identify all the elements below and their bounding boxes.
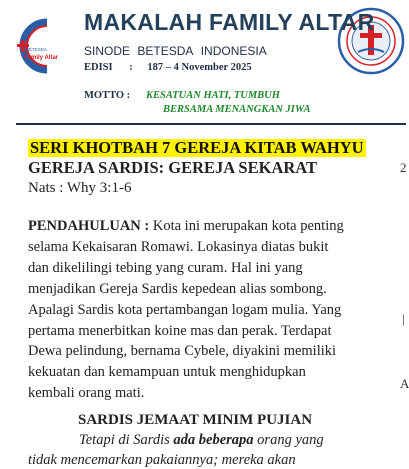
intro-line-1 xyxy=(28,216,374,237)
edition-line xyxy=(84,62,252,73)
intro-label: PENDAHULUAN : xyxy=(28,218,150,234)
synod-word: SINODE xyxy=(84,44,131,58)
edition-separator: : xyxy=(129,62,133,73)
synod-word: BETESDA xyxy=(137,44,194,58)
section-heading: SARDIS JEMAAT MINIM PUJIAN xyxy=(78,412,313,428)
motto-line-1: KESATUAN HATI, TUMBUH xyxy=(146,90,280,101)
para-emphasis: ada beberapa xyxy=(173,432,254,448)
family-altar-logo-icon xyxy=(7,14,59,78)
introduction-paragraph xyxy=(28,216,374,404)
intro-line: menjadikan Gereja Sardis kepedean alias sombong. xyxy=(28,280,327,297)
scripture-reference: Nats : Why 3:1-6 xyxy=(28,180,132,196)
body-paragraph-line xyxy=(79,432,324,449)
intro-line: pertama menerbitkan koine mas dan perak. Terdapat xyxy=(28,322,332,339)
intro-line: Apalagi Sardis kota pertambangan logam mulia. Yang xyxy=(28,301,342,318)
motto-line-2: BERSAMA MENANGKAN JIWA xyxy=(163,104,311,115)
edition-label: EDISI xyxy=(84,62,113,73)
logo-text-family-altar: Family Altar xyxy=(24,55,59,61)
series-title: SERI KHOTBAH 7 GEREJA KITAB WAHYU xyxy=(30,138,364,157)
para-text: orang yang xyxy=(253,432,324,448)
synod-word: INDONESIA xyxy=(200,44,267,58)
intro-text: Kota ini merupakan kota penting xyxy=(149,218,344,234)
sermon-title: GEREJA SARDIS: GEREJA SEKARAT xyxy=(28,158,317,177)
body-paragraph-line: tidak mencemarkan pakaiannya; mereka akan xyxy=(28,452,296,468)
intro-line: dan dikelilingi tebing yang curam. Hal ini yang xyxy=(28,259,303,276)
edge-fragment: A xyxy=(400,376,409,391)
motto-label: MOTTO : xyxy=(84,90,131,101)
header-divider xyxy=(16,123,406,125)
logo-text-betesda: BETESDA xyxy=(26,47,48,52)
edition-value: 187 – 4 November 2025 xyxy=(147,62,252,73)
intro-line: kekuatan dan kemampuan untuk menghidupkan xyxy=(28,364,306,381)
para-text: Tetapi di Sardis xyxy=(79,432,174,448)
page-title: MAKALAH FAMILY ALTAR xyxy=(84,9,375,35)
intro-line: selama Kekaisaran Romawi. Lokasinya diatas bukit xyxy=(28,238,329,255)
edge-fragment: 2 xyxy=(400,160,407,175)
edge-fragment: | xyxy=(402,311,405,326)
intro-line: Dewa pelindung, bernama Cybele, diyakini memiliki xyxy=(28,343,337,360)
intro-line: kembali orang mati. xyxy=(28,385,145,402)
synod-name xyxy=(84,44,271,58)
